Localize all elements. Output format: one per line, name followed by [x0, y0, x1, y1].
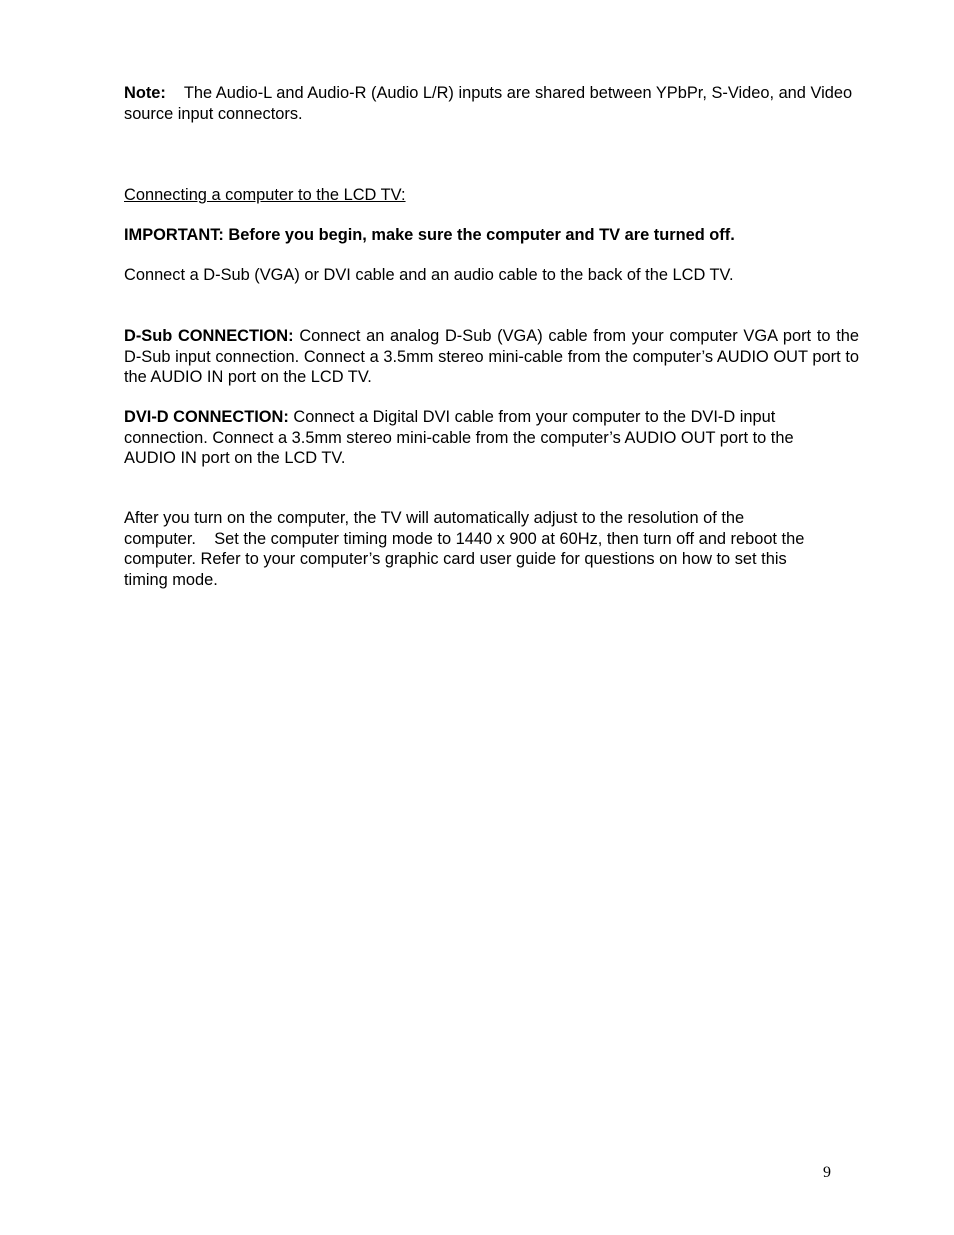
page-number: 9: [823, 1164, 831, 1181]
dvid-line-3: AUDIO IN port on the LCD TV.: [124, 449, 346, 467]
dvid-text-line-1: Connect a Digital DVI cable from your computer to the DVI-D input: [293, 408, 776, 426]
dsub-paragraph: [124, 326, 859, 388]
after-line-3: computer. Refer to your computer’s graphic card user guide for questions on how to set this: [124, 550, 787, 568]
section-heading: Connecting a computer to the LCD TV:: [124, 186, 406, 204]
note-label: Note:: [124, 84, 166, 102]
after-paragraph: [124, 508, 859, 590]
note-text: The Audio-L and Audio-R (Audio L/R) inputs are shared between YPbPr, S-Video, and Video source input connectors.: [124, 84, 853, 123]
after-line-2: computer. Set the computer timing mode to 1440 x 900 at 60Hz, then turn off and reboot the: [124, 529, 805, 548]
dvid-line-1: [124, 407, 859, 428]
note-paragraph: [124, 83, 859, 124]
after-line-1: After you turn on the computer, the TV will automatically adjust to the resolution of the: [124, 509, 745, 527]
dvid-paragraph: [124, 407, 859, 469]
important-notice: IMPORTANT: Before you begin, make sure the computer and TV are turned off.: [124, 226, 735, 244]
dsub-text: Connect an analog D-Sub (VGA) cable from your computer VGA port to the D-Sub input connection. Connect a 3.5mm stereo mini-cable from the computer’s AUDIO OUT port to the AUDIO IN port on the LCD TV.: [124, 327, 859, 386]
dsub-label: D-Sub CONNECTION:: [124, 327, 294, 345]
dvid-line-2: connection. Connect a 3.5mm stereo mini-cable from the computer’s AUDIO OUT port to the: [124, 428, 794, 447]
after-line-4: timing mode.: [124, 570, 218, 589]
dvid-label: DVI-D CONNECTION:: [124, 408, 289, 426]
connect-intro: Connect a D-Sub (VGA) or DVI cable and an audio cable to the back of the LCD TV.: [124, 266, 734, 284]
